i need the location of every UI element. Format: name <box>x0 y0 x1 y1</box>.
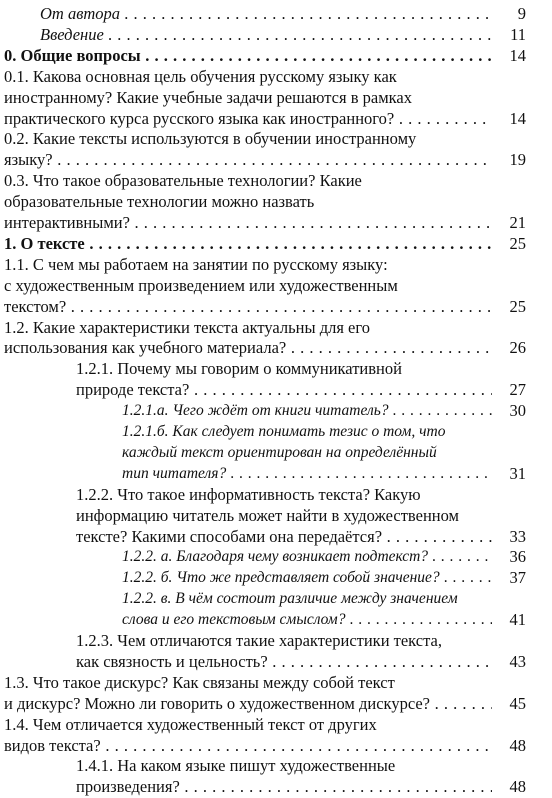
toc-entry-text: 1.2.2. б. Что же представляет собой значение? <box>122 569 440 587</box>
toc-entry-text: 0.1. Какова основная цель обучения русскому языку как <box>4 66 397 86</box>
toc-entry-text: 0. Общие вопросы <box>4 45 141 65</box>
toc-entry-text: иностранному? Какие учебные задачи решаются в рамках <box>4 87 412 107</box>
toc-entry-text: природе текста? <box>76 380 190 400</box>
toc-page-number: 37 <box>492 567 526 589</box>
toc-entry-text: с художественным произведением или художественным <box>4 275 398 295</box>
toc-page-number: 21 <box>492 212 526 234</box>
toc-entry-text: 1.4. Чем отличается художественный текст от других <box>4 714 377 734</box>
toc-entry-text: 1. О тексте <box>4 233 85 253</box>
toc-page-number: 11 <box>492 24 526 46</box>
toc-entry-text: использования как учебного материала? <box>4 338 287 358</box>
toc-entry-text: 1.1. С чем мы работаем на занятии по русскому языку: <box>4 254 388 274</box>
toc-entry-text: каждый текст ориентирован на определённый <box>122 443 437 461</box>
toc-page-number: 33 <box>492 526 526 548</box>
toc-page-number: 30 <box>492 400 526 422</box>
toc-page-number: 41 <box>492 609 526 631</box>
toc-entry-text: образовательные технологии можно назвать <box>4 192 315 212</box>
toc-page-number: 45 <box>492 693 526 715</box>
toc-entry-text: 1.3. Что такое дискурс? Как связаны между собой текст <box>4 672 395 692</box>
toc-entry-text: 1.2.1. Почему мы говорим о коммуникативной <box>76 359 402 379</box>
toc-page-number: 14 <box>492 108 526 130</box>
toc-entry-text: От автора <box>40 4 121 23</box>
toc-entry-text: практического курса русского языка как иностранного? <box>4 108 395 128</box>
toc-page-number: 48 <box>492 735 526 757</box>
toc-entry-text: как связность и цельность? <box>76 651 268 671</box>
toc-entry-text: и дискурс? Можно ли говорить о художественном дискурсе? <box>4 693 431 713</box>
toc-entry-text: текстом? <box>4 296 67 316</box>
toc-page-number: 14 <box>492 45 526 67</box>
toc-entry-text: тип читателя? <box>122 464 227 482</box>
toc-entry-text: 1.2.2. в. В чём состоит различие между значением <box>122 590 458 608</box>
toc-entry-text: 1.4.1. На каком языке пишут художественные <box>76 756 396 776</box>
toc-page-number: 43 <box>492 651 526 673</box>
toc-page-number: 19 <box>492 149 526 171</box>
toc-entry-text: 0.3. Что такое образовательные технологии? Какие <box>4 171 362 191</box>
toc-entry-text: 0.2. Какие тексты используются в обучении иностранному <box>4 129 417 149</box>
toc-page-number: 26 <box>492 337 526 359</box>
toc-entry-text: тексте? Какими способами она передаётся? <box>76 526 383 546</box>
toc-page-number: 36 <box>492 546 526 568</box>
toc-entry-text: 1.2.3. Чем отличаются такие характеристики текста, <box>76 631 442 650</box>
toc-entry-text: 1.2.1.а. Чего ждёт от книги читатель? <box>122 402 389 420</box>
toc-page-number: 25 <box>492 296 526 318</box>
toc-entry-text: 1.2.2. а. Благодаря чему возникает подтекст? <box>122 548 429 566</box>
toc-entry-text: 1.2.2. Что такое информативность текста? Какую <box>76 484 421 504</box>
toc-entry-text: интерактивными? <box>4 213 130 232</box>
toc-entry-text: произведения? <box>76 777 180 797</box>
toc-entry-text: языку? <box>4 150 53 170</box>
toc-page-number: 31 <box>492 463 526 485</box>
toc-entry-text: 1.2. Какие характеристики текста актуальны для его <box>4 317 370 337</box>
toc-page-number: 48 <box>492 776 526 798</box>
toc-entry-text: видов текста? <box>4 735 101 755</box>
toc-page-number: 9 <box>492 3 526 25</box>
toc-page-number: 25 <box>492 233 526 255</box>
toc-page-number: 27 <box>492 379 526 401</box>
toc-entry-text: 1.2.1.б. Как следует понимать тезис о том, что <box>122 423 446 440</box>
toc-entry-text: слова и его текстовым смыслом? <box>122 611 346 629</box>
toc-entry-text: Введение <box>40 24 104 44</box>
toc-entry-text: информацию читатель может найти в художественном <box>76 505 459 525</box>
